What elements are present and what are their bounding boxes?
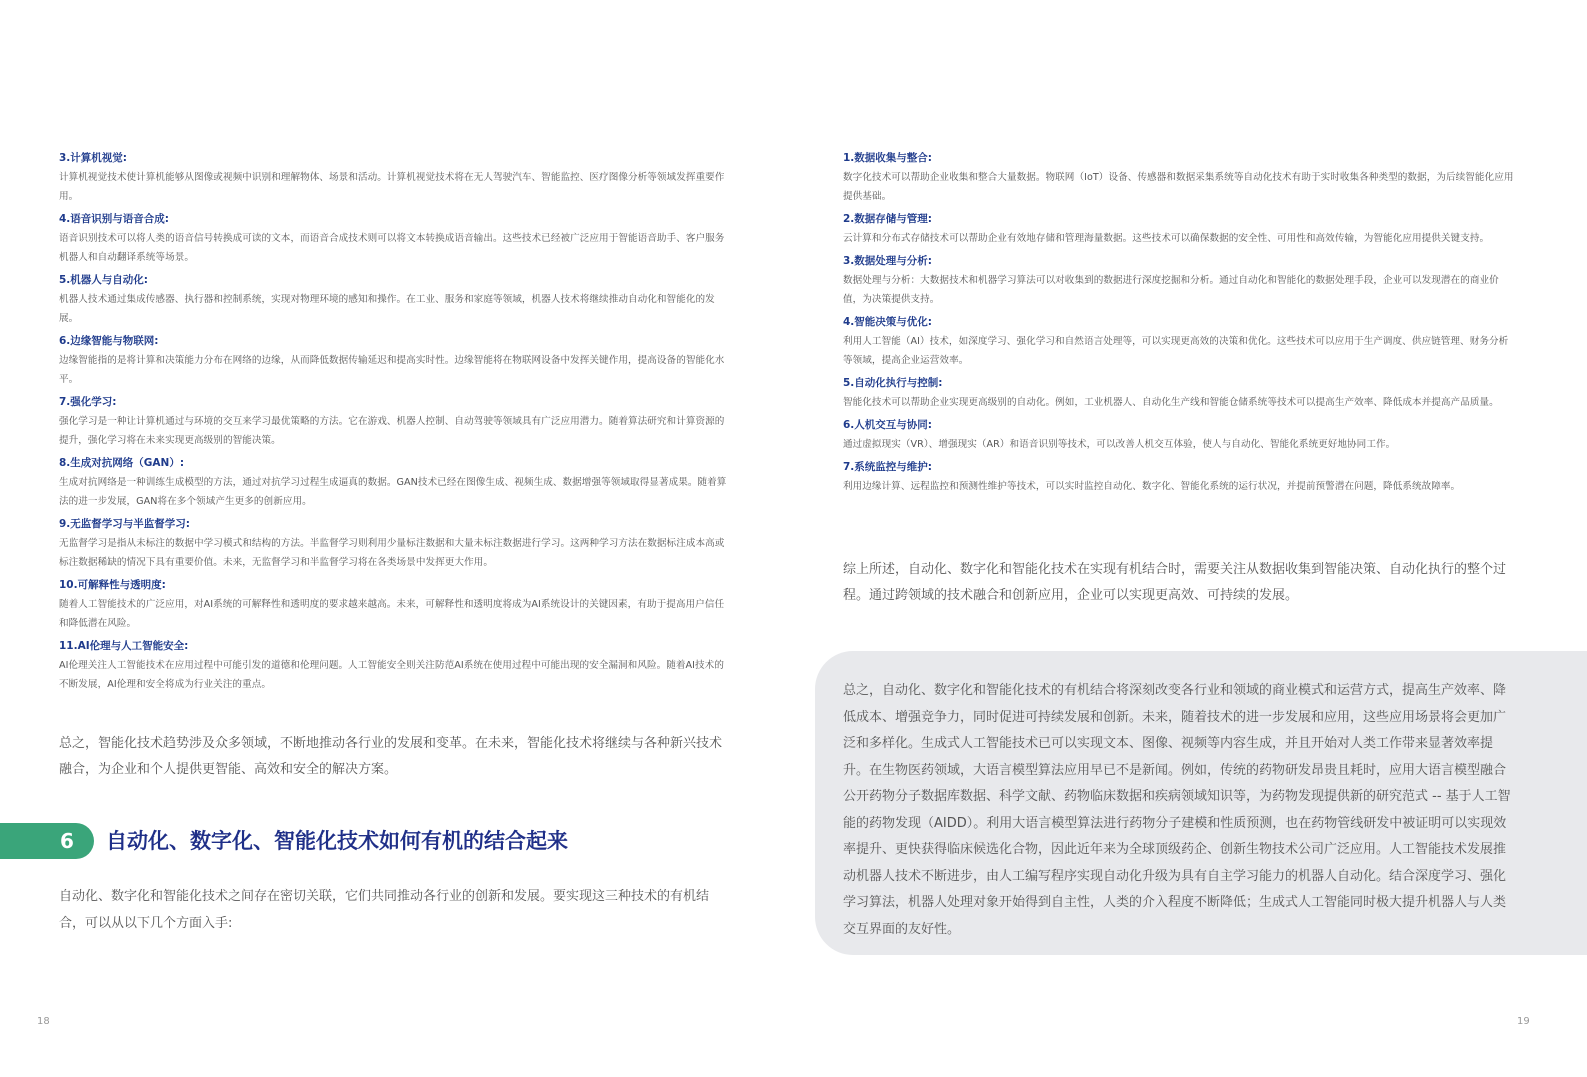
item-body: 智能化技术可以帮助企业实现更高级别的自动化。例如，工业机器人、自动化生产线和智能仓储系统等技术可以提高生产效率、降低成本并提高产品质量。 bbox=[843, 397, 1499, 408]
item-title: 8.生成对抗网络（GAN）: bbox=[59, 457, 185, 469]
item-title: 5.机器人与自动化: bbox=[59, 274, 148, 286]
item-body: 云计算和分布式存储技术可以帮助企业有效地存储和管理海量数据。这些技术可以确保数据的安全性、可用性和高效传输，为智能化应用提供关键支持。 bbox=[843, 233, 1490, 244]
list-item bbox=[59, 578, 729, 633]
list-item bbox=[843, 376, 1515, 412]
item-title: 6.边缘智能与物联网: bbox=[59, 335, 159, 347]
section-number: 6 bbox=[60, 829, 74, 853]
list-item bbox=[843, 254, 1515, 309]
item-title: 4.智能决策与优化: bbox=[843, 316, 932, 328]
left-page bbox=[0, 0, 793, 1077]
item-title: 10.可解释性与透明度: bbox=[59, 579, 166, 591]
list-item bbox=[843, 460, 1515, 496]
right-summary: 综上所述，自动化、数字化和智能化技术在实现有机结合时，需要关注从数据收集到智能决策、自动化执行的整个过程。通过跨领域的技术融合和创新应用，企业可以实现更高效、可持续的发展。 bbox=[843, 562, 1507, 603]
item-body: 无监督学习是指从未标注的数据中学习模式和结构的方法。半监督学习则利用少量标注数据和大量未标注数据进行学习。这两种学习方法在数据标注成本高或标注数据稀缺的情况下具有重要价值。未来，无监督学习和半监督学习将在各类场景中发挥更大作用。 bbox=[59, 538, 725, 568]
highlight-box bbox=[815, 651, 1587, 955]
item-title: 7.强化学习: bbox=[59, 396, 117, 408]
right-page bbox=[793, 0, 1587, 1077]
page-number-left: 18 bbox=[37, 1016, 50, 1027]
list-item bbox=[59, 151, 729, 206]
item-title: 11.AI伦理与人工智能安全: bbox=[59, 640, 189, 652]
section-intro: 自动化、数字化和智能化技术之间存在密切关联，它们共同推动各行业的创新和发展。要实现这三种技术的有机结合，可以从以下几个方面入手: bbox=[59, 889, 710, 931]
list-item bbox=[59, 517, 729, 572]
item-body: 通过虚拟现实（VR）、增强现实（AR）和语音识别等技术，可以改善人机交互体验，使人与自动化、智能化系统更好地协同工作。 bbox=[843, 439, 1396, 450]
list-item bbox=[59, 456, 729, 511]
item-body: 语音识别技术可以将人类的语音信号转换成可读的文本，而语音合成技术则可以将文本转换成语音输出。这些技术已经被广泛应用于智能语音助手、客户服务机器人和自动翻译系统等场景。 bbox=[59, 233, 725, 263]
item-body: 数字化技术可以帮助企业收集和整合大量数据。物联网（IoT）设备、传感器和数据采集系统等自动化技术有助于实时收集各种类型的数据，为后续智能化应用提供基础。 bbox=[843, 172, 1514, 202]
list-item bbox=[843, 151, 1515, 206]
list-item bbox=[843, 418, 1515, 454]
list-item bbox=[843, 212, 1515, 248]
list-item bbox=[59, 639, 729, 694]
item-body: AI伦理关注人工智能技术在应用过程中可能引发的道德和伦理问题。人工智能安全则关注防范AI系统在使用过程中可能出现的安全漏洞和风险。随着AI技术的不断发展，AI伦理和安全将成为行业关注的重点。 bbox=[59, 660, 724, 690]
item-body: 随着人工智能技术的广泛应用，对AI系统的可解释性和透明度的要求越来越高。未来，可解释性和透明度将成为AI系统设计的关键因素，有助于提高用户信任和降低潜在风险。 bbox=[59, 599, 725, 629]
list-item bbox=[59, 395, 729, 450]
item-body: 生成对抗网络是一种训练生成模型的方法，通过对抗学习过程生成逼真的数据。GAN技术已经在图像生成、视频生成、数据增强等领域取得显著成果。随着算法的进一步发展，GAN将在多个领域产生更多的创新应用。 bbox=[59, 477, 727, 507]
item-title: 6.人机交互与协同: bbox=[843, 419, 932, 431]
left-summary: 总之，智能化技术趋势涉及众多领域，不断地推动各行业的发展和变革。在未来，智能化技术将继续与各种新兴技术融合，为企业和个人提供更智能、高效和安全的解决方案。 bbox=[59, 736, 723, 777]
list-item bbox=[59, 212, 729, 267]
item-body: 边缘智能指的是将计算和决策能力分布在网络的边缘，从而降低数据传输延迟和提高实时性。边缘智能将在物联网设备中发挥关键作用，提高设备的智能化水平。 bbox=[59, 355, 725, 385]
item-body: 强化学习是一种让计算机通过与环境的交互来学习最优策略的方法。它在游戏、机器人控制、自动驾驶等领域具有广泛应用潜力。随着算法研究和计算资源的提升，强化学习将在未来实现更高级别的智能决策。 bbox=[59, 416, 725, 446]
item-body: 计算机视觉技术使计算机能够从图像或视频中识别和理解物体、场景和活动。计算机视觉技术将在无人驾驶汽车、智能监控、医疗图像分析等领域发挥重要作用。 bbox=[59, 172, 725, 202]
list-item bbox=[59, 334, 729, 389]
right-item-list bbox=[843, 151, 1515, 502]
item-body: 数据处理与分析：大数据技术和机器学习算法可以对收集到的数据进行深度挖掘和分析。通过自动化和智能化的数据处理手段，企业可以发现潜在的商业价值，为决策提供支持。 bbox=[843, 275, 1499, 305]
list-item bbox=[59, 273, 729, 328]
item-title: 9.无监督学习与半监督学习: bbox=[59, 518, 190, 530]
item-title: 3.计算机视觉: bbox=[59, 152, 127, 164]
item-body: 利用人工智能（AI）技术，如深度学习、强化学习和自然语言处理等，可以实现更高效的决策和优化。这些技术可以应用于生产调度、供应链管理、财务分析等领域，提高企业运营效率。 bbox=[843, 336, 1509, 366]
item-title: 2.数据存储与管理: bbox=[843, 213, 932, 225]
item-body: 利用边缘计算、远程监控和预测性维护等技术，可以实时监控自动化、数字化、智能化系统的运行状况，并提前预警潜在问题，降低系统故障率。 bbox=[843, 481, 1461, 492]
page-number-right: 19 bbox=[1517, 1016, 1530, 1027]
item-title: 1.数据收集与整合: bbox=[843, 152, 932, 164]
item-title: 3.数据处理与分析: bbox=[843, 255, 932, 267]
section-title: 自动化、数字化、智能化技术如何有机的结合起来 bbox=[106, 829, 568, 853]
list-item bbox=[843, 315, 1515, 370]
highlight-box-text: 总之，自动化、数字化和智能化技术的有机结合将深刻改变各行业和领域的商业模式和运营方式，提高生产效率、降低成本、增强竞争力，同时促进可持续发展和创新。未来，随着技术的进一步发展和应用，这些应用场景将会更加广泛和多样化。生成式人工智能技术已可以实现文本、图像、视频等内容生成，并且开始对人类工作带来显著效率提升。在生物医药领域，大语言模型算法应用早已不是新闻。例如，传统的药物研发昂贵且耗时，应用大语言模型融合公开药物分子数据库数据、科学文献、药物临床数据和疾病领域知识等，为药物发现提供新的研究范式 -- 基于人工智能的药物发现（AIDD）。利用大语言模型算法进行药物分子建模和性质预测，也在药物管线研发中被证明可以实现效率提升、更快获得临床候选化合物，因此近年来为全球顶级药企、创新生物技术公司广泛应用。人工智能技术发展推动机器人技术不断进步，由人工编写程序实现自动化升级为具有自主学习能力的机器人自动化。结合深度学习、强化学习算法，机器人处理对象开始得到自主性，人类的介入程度不断降低；生成式人工智能同时极大提升机器人与人类交互界面的友好性。 bbox=[843, 683, 1511, 937]
item-title: 4.语音识别与语音合成: bbox=[59, 213, 169, 225]
item-body: 机器人技术通过集成传感器、执行器和控制系统，实现对物理环境的感知和操作。在工业、服务和家庭等领域，机器人技术将继续推动自动化和智能化的发展。 bbox=[59, 294, 715, 324]
left-item-list bbox=[59, 151, 729, 700]
item-title: 7.系统监控与维护: bbox=[843, 461, 932, 473]
item-title: 5.自动化执行与控制: bbox=[843, 377, 943, 389]
section-number-tab bbox=[0, 823, 94, 859]
